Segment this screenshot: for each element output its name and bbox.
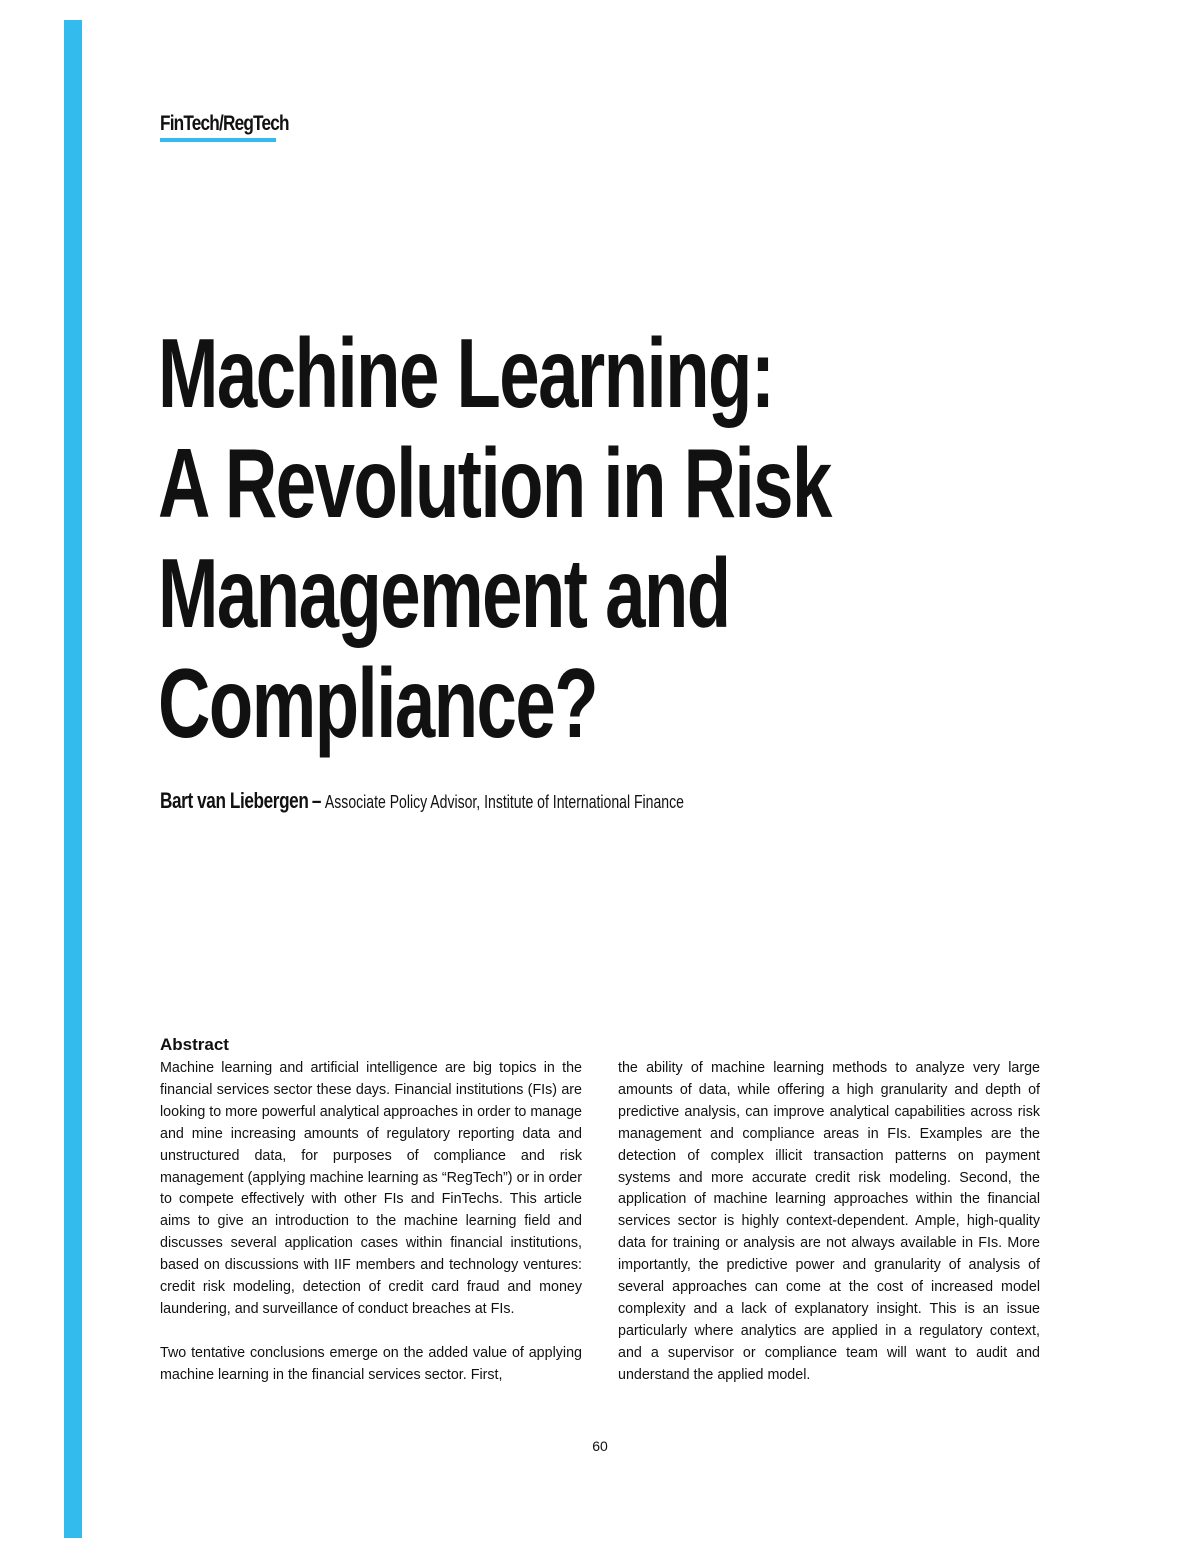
page-number: 60	[592, 1438, 608, 1454]
abstract-heading: Abstract	[160, 1035, 229, 1054]
abstract-paragraph: Two tentative conclusions emerge on the added value of applying machine learning in the financial services sector. First,	[160, 1344, 582, 1383]
abstract-paragraph: the ability of machine learning methods to analyze very large amounts of data, while offering a high granularity and depth of predictive analysis, can improve analytical capabilities across risk management and compliance areas in FIs. Examples are the detection of complex illicit transaction patterns on payment systems and more accurate credit risk modeling. Second, the application of machine learning approaches within the financial services sector is highly context-dependent. Ample, high-quality data for training or analysis are not always available in FIs. More importantly, the predictive power and granularity of analysis of several approaches can come at the cost of increased model complexity and a lack of explanatory insight. This is an issue particularly where analytics are applied in a regulatory context, and a supervisor or compliance team will want to audit and understand the applied model.	[618, 1060, 1040, 1383]
accent-side-bar	[64, 20, 82, 1538]
title-line: A Revolution in Risk	[158, 428, 831, 538]
abstract-column-right	[618, 1058, 1040, 1387]
abstract-paragraph: Machine learning and artificial intelligence are big topics in the financial services sector these days. Financial institutions (FIs) are looking to more powerful analytical approaches in order to manage and mine increasing amounts of regulatory reporting data and unstructured data, for purposes of compliance and risk management (applying machine learning as “RegTech”) or in order to compete effectively with other FIs and FinTechs. This article aims to give an introduction to the machine learning field and discusses several application cases within financial institutions, based on discussions with IIF members and technology ventures: credit risk modeling, detection of credit card fraud and money laundering, and surveillance of conduct breaches at FIs.	[160, 1060, 583, 1317]
author-affiliation: Associate Policy Advisor, Institute of International Finance	[324, 792, 684, 812]
byline	[160, 788, 684, 814]
article-title	[158, 318, 831, 758]
title-line: Management and	[158, 538, 730, 648]
title-line: Compliance?	[158, 648, 598, 758]
title-line: Machine Learning:	[158, 318, 774, 428]
byline-separator: –	[311, 788, 322, 813]
section-tag: FinTech/RegTech	[160, 112, 289, 135]
section-tag-underline	[160, 138, 276, 142]
author-name: Bart van Liebergen	[160, 788, 309, 813]
abstract-column-left	[160, 1058, 582, 1387]
